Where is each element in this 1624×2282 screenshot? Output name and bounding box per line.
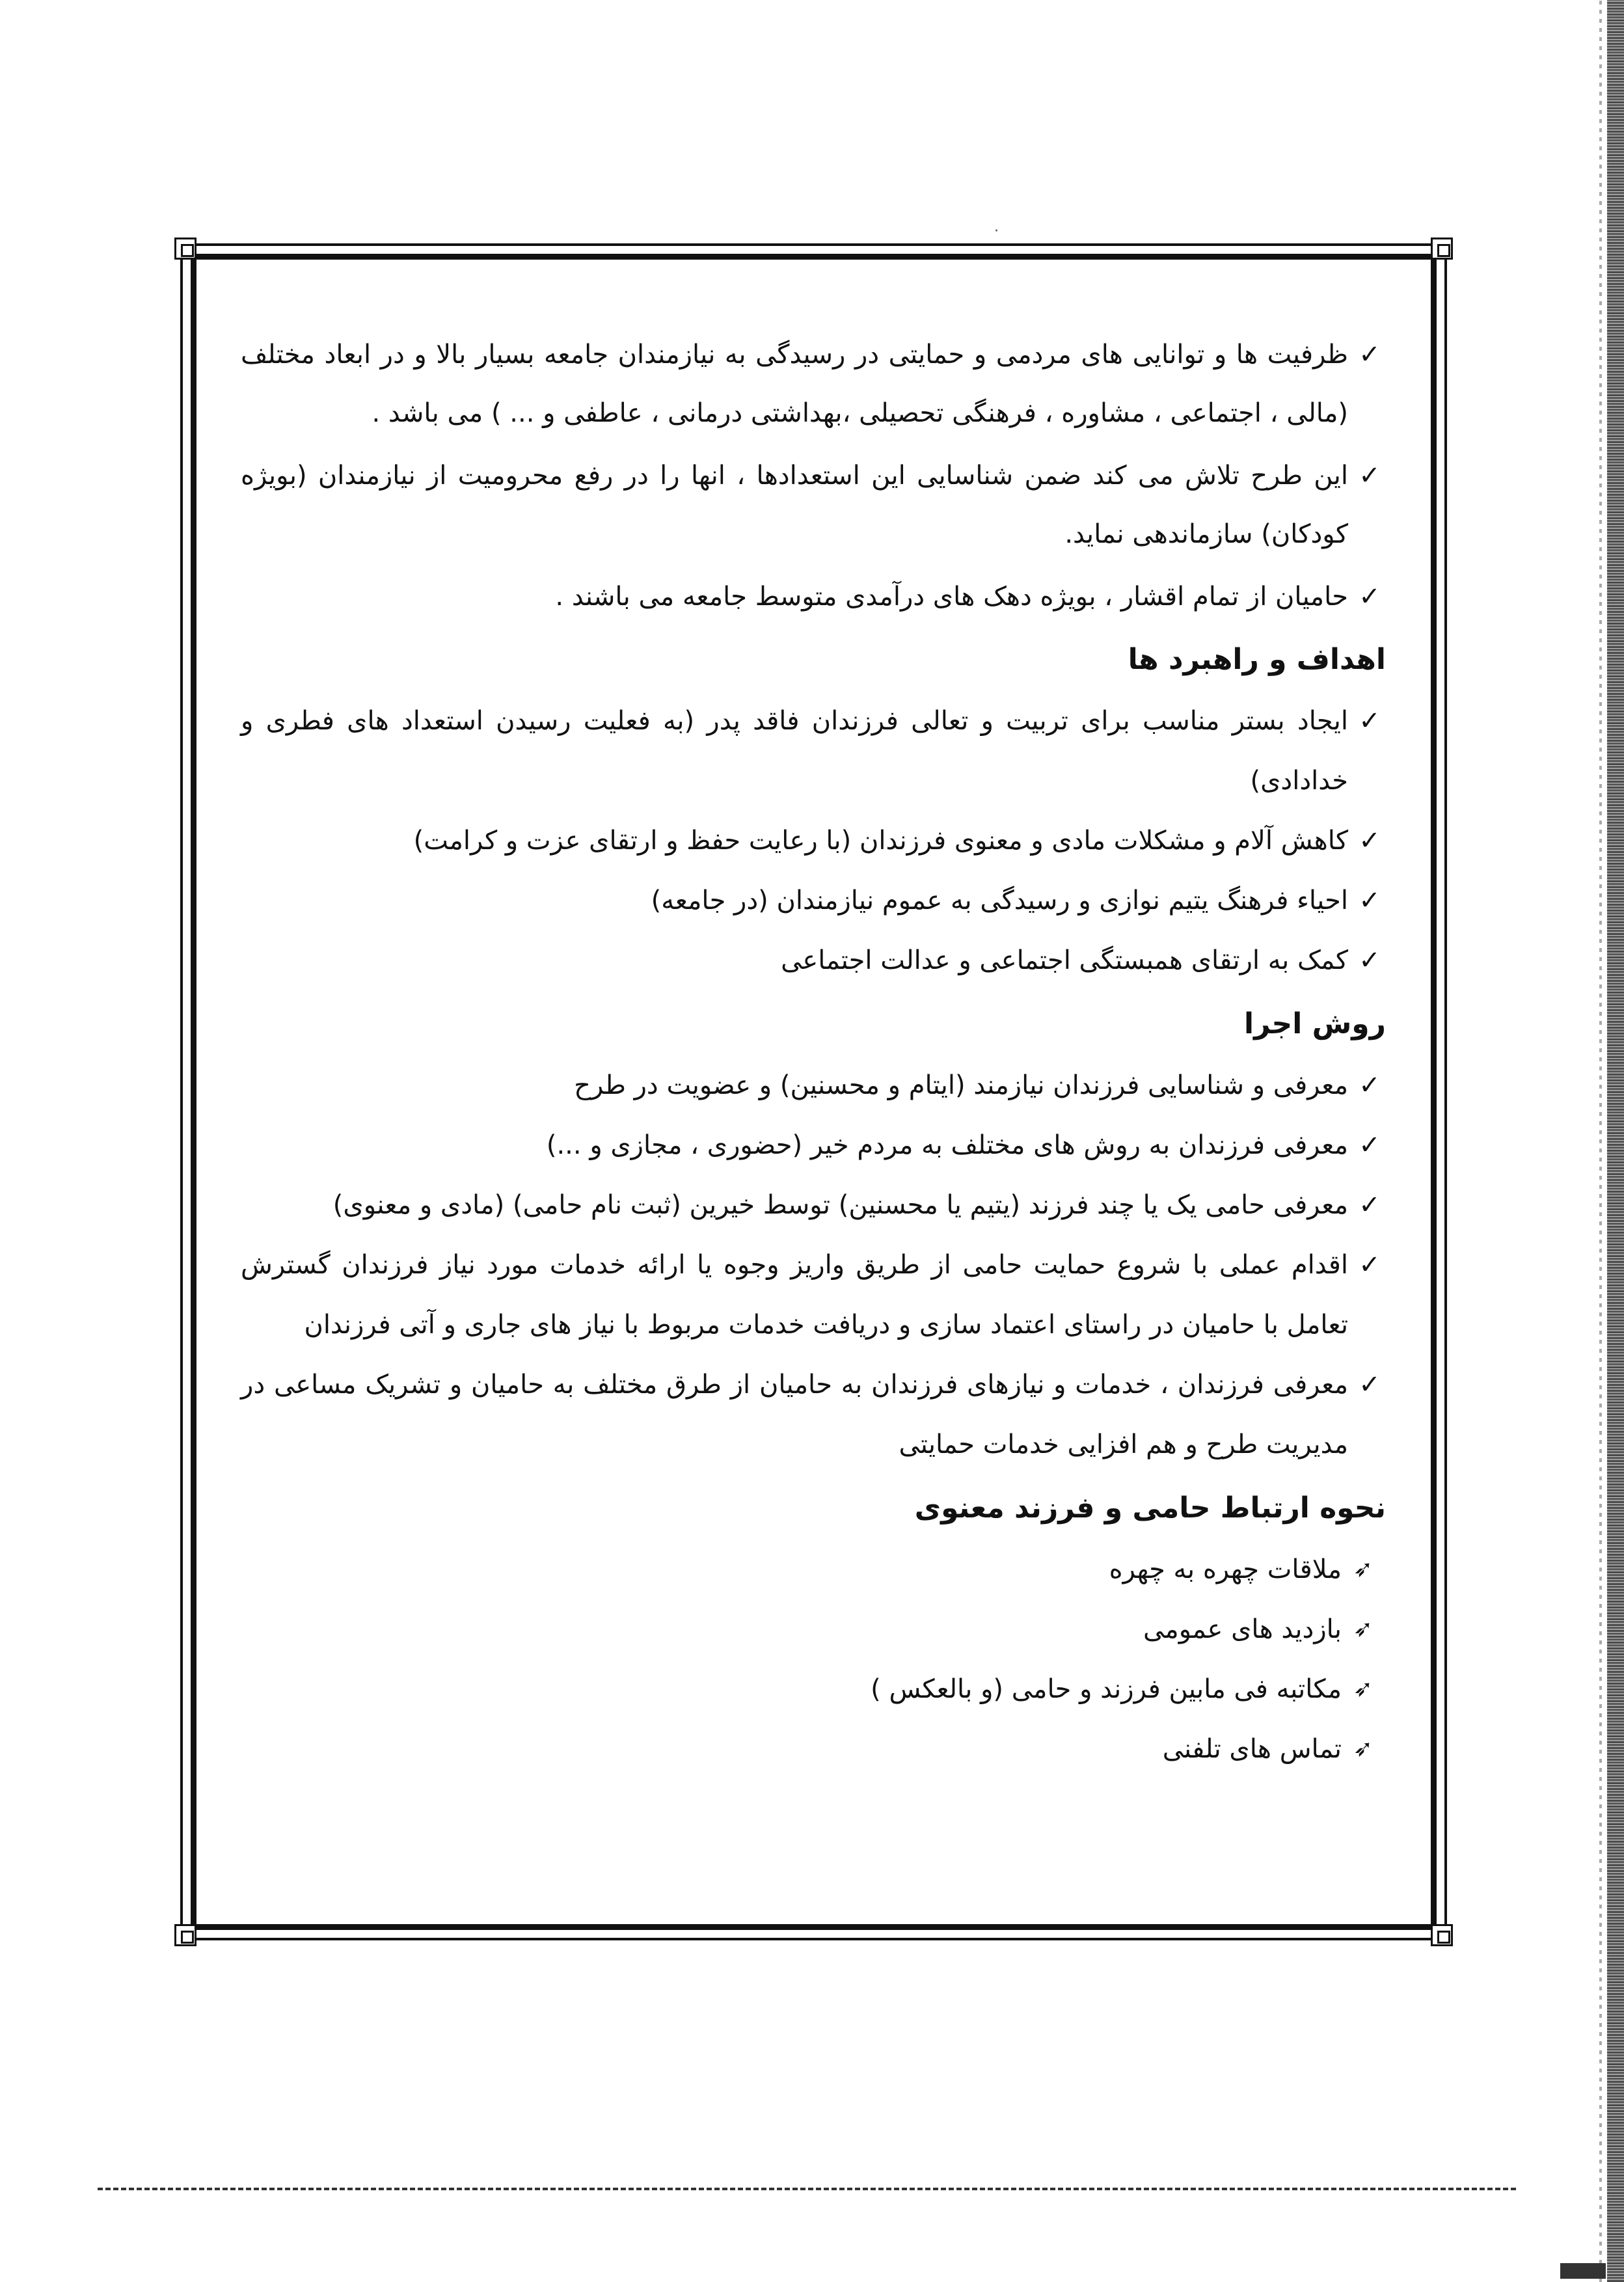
list-item: ➶ مکاتبه فی مابین فرزند و حامی (و بالعکس ) xyxy=(241,1659,1379,1719)
list-item: ✓ ظرفیت ها و توانایی های مردمی و حمایتی در رسیدگی به نیازمندان جامعه بسیار بالا و در ابعاد مختلف (مالی ، اجتماعی ، مشاوره ، فرهنگی تحصیلی ،بهداشتی درمانی ، عاطفی و ... ) می باشد . xyxy=(241,325,1386,442)
list-item: ➶ بازدید های عمومی xyxy=(241,1599,1379,1659)
checkmark-icon: ✓ xyxy=(1359,1250,1381,1280)
list-item: ✓ کمک به ارتقای همبستگی اجتماعی و عدالت اجتماعی xyxy=(241,930,1386,990)
checkmark-icon: ✓ xyxy=(1359,1190,1381,1220)
frame-corner-ornament xyxy=(1431,1924,1453,1946)
list-item: ➶ ملاقات چهره به چهره xyxy=(241,1540,1379,1599)
list-item: ✓ معرفی فرزندان به روش های مختلف به مردم خیر (حضوری ، مجازی و ...) xyxy=(241,1115,1386,1175)
checkmark-icon: ✓ xyxy=(1359,826,1381,856)
checkmark-icon: ✓ xyxy=(1359,1130,1381,1160)
checkmark-icon: ✓ xyxy=(1359,945,1381,975)
scan-speck: · xyxy=(994,223,999,239)
section-heading-method: روش اجرا xyxy=(1244,1007,1386,1040)
checkmark-icon: ✓ xyxy=(1359,1370,1381,1400)
frame-corner-ornament xyxy=(1431,238,1453,260)
section-heading-goals: اهداف و راهبرد ها xyxy=(1128,643,1386,676)
document-body xyxy=(241,325,1386,1779)
checkmark-icon: ✓ xyxy=(1359,582,1381,612)
relation-list xyxy=(241,1540,1386,1779)
checkmark-icon: ✓ xyxy=(1359,706,1381,736)
scan-edge-noise xyxy=(1607,0,1624,2282)
list-item: ✓ معرفی و شناسایی فرزندان نیازمند (ایتام و محسنین) و عضویت در طرح xyxy=(241,1055,1386,1115)
intro-section xyxy=(241,325,1386,626)
footer-divider xyxy=(98,2188,1516,2193)
scan-watermark-tag xyxy=(1560,2263,1606,2279)
list-item: ✓ اقدام عملی با شروع حمایت حامی از طریق واریز وجوه یا ارائه خدمات مورد نیاز فرزندان گسترش تعامل با حامیان در راستای اعتماد سازی و دریافت خدمات مربوط با نیاز های جاری و آتی فرزندان xyxy=(241,1235,1386,1355)
frame-corner-ornament xyxy=(174,238,196,260)
arrow-bullet-icon: ➶ xyxy=(1353,1556,1374,1582)
list-item: ✓ این طرح تلاش می کند ضمن شناسایی این استعدادها ، انها را در رفع محرومیت از نیازمندان (بویژه کودکان) سازماندهی نماید. xyxy=(241,446,1386,564)
checkmark-icon: ✓ xyxy=(1359,1070,1381,1100)
arrow-bullet-icon: ➶ xyxy=(1353,1616,1374,1642)
section-heading-relation: نحوه ارتباط حامی و فرزند معنوی xyxy=(914,1491,1386,1525)
scan-edge-shadow xyxy=(1599,0,1602,2282)
list-item: ✓ معرفی حامی یک یا چند فرزند (یتیم یا محسنین) توسط خیرین (ثبت نام حامی) (مادی و معنوی) xyxy=(241,1175,1386,1235)
list-item: ✓ کاهش آلام و مشکلات مادی و معنوی فرزندان (با رعایت حفظ و ارتقای عزت و کرامت) xyxy=(241,811,1386,871)
checkmark-icon: ✓ xyxy=(1359,340,1381,370)
arrow-bullet-icon: ➶ xyxy=(1353,1676,1374,1702)
method-list xyxy=(241,1055,1386,1474)
list-item: ➶ تماس های تلفنی xyxy=(241,1719,1379,1779)
list-item: ✓ معرفی فرزندان ، خدمات و نیازهای فرزندان به حامیان از طرق مختلف به حامیان و تشریک مساعی در مدیریت طرح و هم افزایی خدمات حمایتی xyxy=(241,1355,1386,1474)
list-item: ✓ احیاء فرهنگ یتیم نوازی و رسیدگی به عموم نیازمندان (در جامعه) xyxy=(241,871,1386,930)
goals-list xyxy=(241,691,1386,990)
arrow-bullet-icon: ➶ xyxy=(1353,1735,1374,1762)
checkmark-icon: ✓ xyxy=(1359,461,1381,491)
list-item: ✓ حامیان از تمام اقشار ، بویژه دهک های درآمدی متوسط جامعه می باشند . xyxy=(241,567,1386,626)
checkmark-icon: ✓ xyxy=(1359,886,1381,916)
list-item: ✓ ایجاد بستر مناسب برای تربیت و تعالی فرزندان فاقد پدر (به فعلیت رسیدن استعداد های فطری و خدادادی) xyxy=(241,691,1386,811)
frame-corner-ornament xyxy=(174,1924,196,1946)
